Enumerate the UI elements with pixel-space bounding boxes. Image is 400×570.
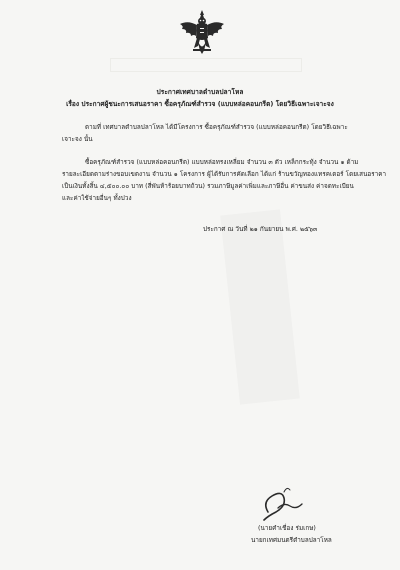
paragraph1-line2: เจาะจง นั้น bbox=[62, 136, 93, 143]
paragraph2-line2: รายละเอียดตามร่างขอบเขตงาน จำนวน ๑ โครงการ ผู้ได้รับการคัดเลือก ได้แก่ ร้านขวัญทองแทรคเตอร์ โดยเสนอราคา bbox=[62, 171, 387, 178]
paragraph2-line4: และค่าใช้จ่ายอื่นๆ ทั้งปวง bbox=[62, 195, 132, 202]
signer-title: นายกเทศมนตรีตำบลปลาโหล bbox=[251, 537, 332, 544]
announce-date: ประกาศ ณ วันที่ ๒๑ กันยายน พ.ศ. ๒๕๖๓ bbox=[203, 226, 318, 233]
bleed-through-stamp bbox=[220, 209, 300, 404]
signer-name: (นายคำเชื่อง ร่มเกษ) bbox=[258, 525, 316, 532]
bleed-through-box bbox=[110, 58, 302, 72]
issuer-title: ประกาศเทศบาลตำบลปลาโหล bbox=[156, 88, 244, 96]
paragraph1-line1: ตามที่ เทศบาลตำบลปลาโหล ได้มีโครงการ ซื้อครุภัณฑ์สำรวจ (แบบหล่อคอนกรีต) โดยวิธีเฉพาะ bbox=[85, 124, 348, 131]
paragraph2-line1: ซื้อครุภัณฑ์สำรวจ (แบบหล่อคอนกรีต) แบบหล่อทรงเหลี่ยม จำนวน ๓ ตัว เหล็กกระทุ้ง จำนวน ๑ ด้าม bbox=[85, 159, 359, 166]
garuda-emblem-icon bbox=[176, 8, 228, 60]
subject-line: เรื่อง ประกาศผู้ชนะการเสนอราคา ซื้อครุภัณฑ์สำรวจ (แบบหล่อคอนกรีต) โดยวิธีเฉพาะเจาะจง bbox=[66, 100, 334, 108]
signature-icon bbox=[254, 482, 310, 526]
paragraph2-line3: เป็นเงินทั้งสิ้น ๔,๕๐๐.๐๐ บาท (สี่พันห้าร้อยบาทถ้วน) รวมภาษีมูลค่าเพิ่มและภาษีอื่น ค่าขนส่ง ค่าจดทะเบียน bbox=[62, 183, 354, 190]
